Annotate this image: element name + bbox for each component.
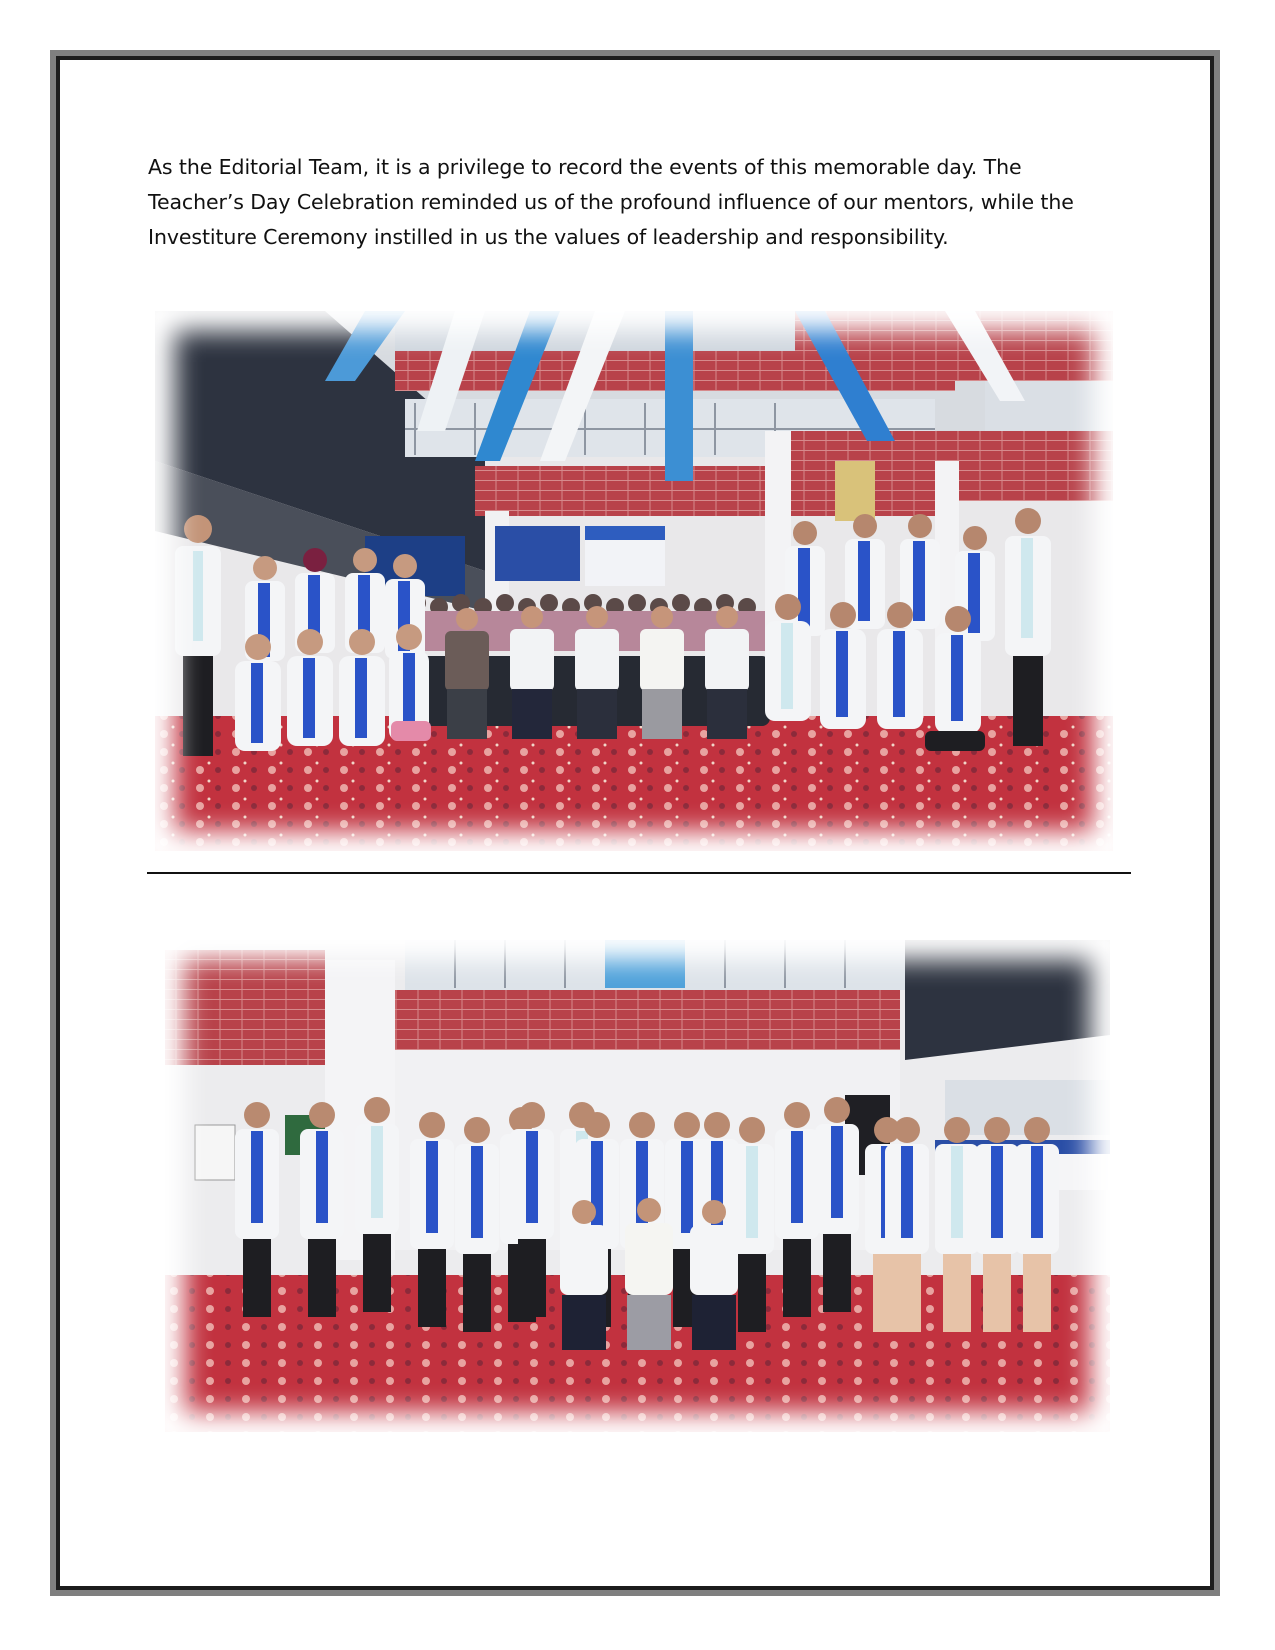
group-photo-atrium-image [155, 311, 1113, 851]
group-photo-atrium [155, 311, 1113, 851]
section-divider [147, 872, 1131, 874]
intro-line: Teacher’s Day Celebration reminded us of the profound influence of our mentors, while the [148, 190, 1074, 214]
intro-paragraph [148, 150, 1138, 255]
intro-line: As the Editorial Team, it is a privilege to record the events of this memorable day. The [148, 155, 1022, 179]
intro-line: Investiture Ceremony instilled in us the values of leadership and responsibility. [148, 225, 949, 249]
group-photo-standing [165, 940, 1110, 1432]
group-photo-standing-image [165, 940, 1110, 1432]
